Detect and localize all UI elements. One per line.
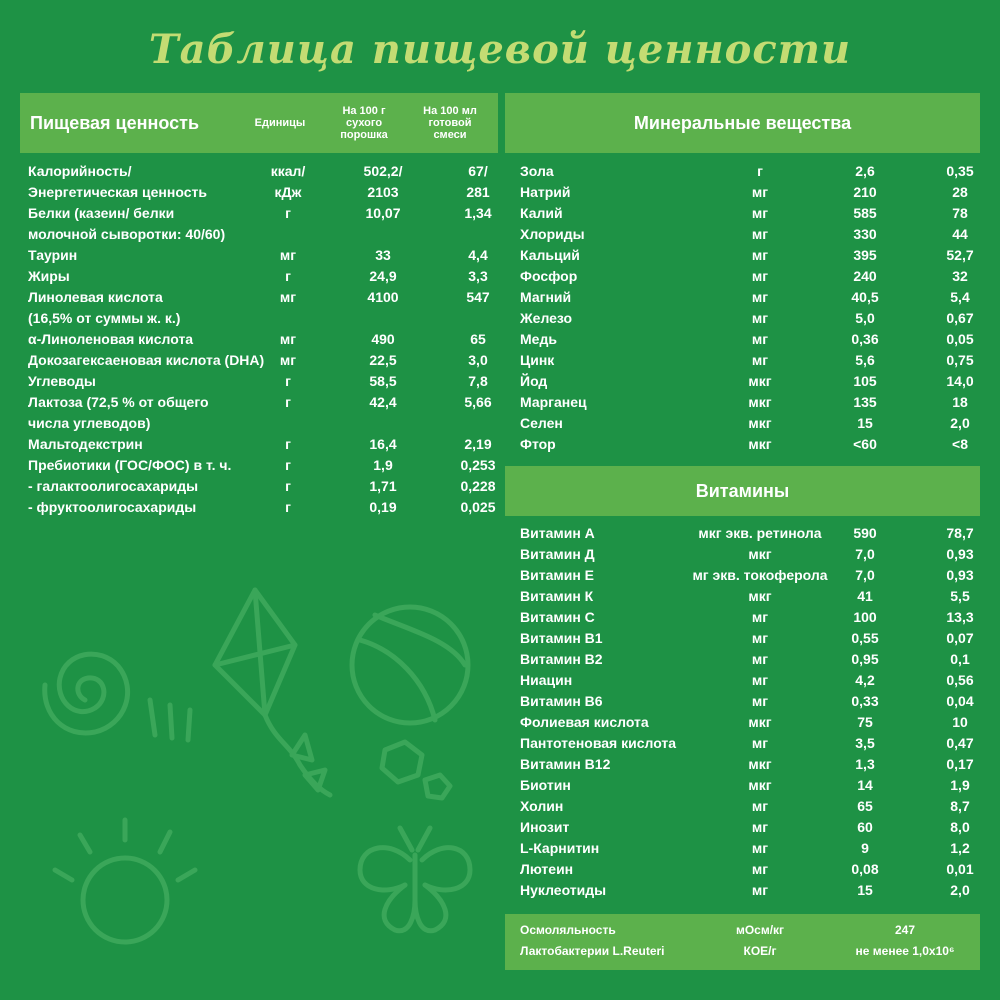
- vitamins-header-title: Витамины: [695, 480, 790, 501]
- mineral-row: [520, 308, 1000, 329]
- mineral-unit: мг: [751, 352, 769, 368]
- vitamin-per-100ml: 8,0: [950, 819, 970, 835]
- nutrition-unit: г: [285, 268, 291, 284]
- nutrition-per-100ml: 5,66: [464, 394, 492, 410]
- nutrition-row: [28, 497, 498, 518]
- vitamin-per-100g: 7,0: [855, 546, 875, 562]
- vitamin-per-100g: 1,3: [855, 756, 875, 772]
- mineral-per-100g: 15: [857, 415, 873, 431]
- vitamin-per-100ml: 8,7: [950, 798, 970, 814]
- osmolality-row: [505, 920, 980, 940]
- nutrition-per-100ml: 3,0: [468, 352, 488, 368]
- nutrition-row: [28, 245, 498, 266]
- vitamin-per-100g: 4,2: [855, 672, 875, 688]
- vitamin-unit: мкг: [748, 714, 772, 730]
- mineral-per-100ml: 32: [952, 268, 968, 284]
- nutrition-name: Энергетическая ценность: [28, 184, 207, 200]
- vitamins-table: [520, 523, 1000, 901]
- vitamin-name: Пантотеновая кислота: [520, 735, 677, 751]
- nutrition-name: α-Линоленовая кислота: [28, 331, 194, 347]
- mineral-per-100g: 585: [853, 205, 877, 221]
- minerals-header-title: Минеральные вещества: [633, 112, 852, 133]
- vitamin-row: [520, 586, 1000, 607]
- nutrition-per-100g: 33: [375, 247, 391, 263]
- mineral-per-100g: 5,0: [855, 310, 875, 326]
- vitamins-header: [505, 466, 980, 516]
- vitamin-per-100ml: 0,17: [946, 756, 974, 772]
- vitamin-per-100g: 9: [861, 840, 869, 856]
- mineral-name: Калий: [520, 205, 563, 221]
- vitamin-name: Витамин В6: [520, 693, 603, 709]
- nutrition-name: Таурин: [28, 247, 78, 263]
- mineral-row: [520, 371, 1000, 392]
- mineral-per-100g: 105: [853, 373, 877, 389]
- mineral-name: Йод: [520, 373, 548, 389]
- vitamin-unit: мкг: [748, 588, 772, 604]
- mineral-per-100g: <60: [853, 436, 877, 452]
- nutrition-per-100g: 4100: [367, 289, 399, 305]
- nutrition-name: Лактоза (72,5 % от общего: [28, 394, 209, 410]
- vitamin-name: Витамин Е: [520, 567, 595, 583]
- mineral-per-100ml: 14,0: [946, 373, 974, 389]
- mineral-per-100ml: 18: [952, 394, 968, 410]
- nutrition-per-100g: 490: [371, 331, 395, 347]
- nutrition-row: [28, 287, 498, 308]
- vitamin-name: Витамин В12: [520, 756, 611, 772]
- nutrition-unit: кДж: [274, 184, 302, 200]
- vitamin-per-100ml: 0,07: [946, 630, 974, 646]
- vitamin-per-100g: 14: [857, 777, 873, 793]
- nutrition-per-100g: 24,9: [369, 268, 397, 284]
- lactobacteria-unit: КОЕ/г: [743, 944, 777, 958]
- mineral-name: Марганец: [520, 394, 587, 410]
- mineral-name: Селен: [520, 415, 563, 431]
- vitamin-per-100ml: 0,93: [946, 567, 974, 583]
- nutrition-unit: мг: [279, 247, 297, 263]
- vitamin-unit: мкг экв. ретинола: [698, 525, 822, 541]
- vitamin-unit: мг: [751, 840, 769, 856]
- nutrition-per-100ml: 4,4: [468, 247, 488, 263]
- vitamin-per-100g: 60: [857, 819, 873, 835]
- vitamin-per-100ml: 1,9: [950, 777, 970, 793]
- mineral-unit: мг: [751, 268, 769, 284]
- vitamin-per-100ml: 0,56: [946, 672, 974, 688]
- mineral-unit: мкг: [748, 415, 772, 431]
- vitamin-name: Фолиевая кислота: [520, 714, 649, 730]
- vitamin-per-100ml: 1,2: [950, 840, 970, 856]
- mineral-row: [520, 392, 1000, 413]
- nutrition-name: Линолевая кислота: [28, 289, 163, 305]
- nutrition-unit: г: [285, 394, 291, 410]
- osmolality-value: 247: [894, 923, 916, 937]
- mineral-unit: мкг: [748, 436, 772, 452]
- vitamin-row: [520, 838, 1000, 859]
- nutrition-row: [28, 476, 498, 497]
- nutrition-row: [28, 455, 498, 476]
- mineral-per-100g: 135: [853, 394, 877, 410]
- mineral-row: [520, 182, 1000, 203]
- vitamin-row: [520, 544, 1000, 565]
- mineral-name: Фосфор: [520, 268, 578, 284]
- vitamin-name: Лютеин: [520, 861, 574, 877]
- nutrition-per-100ml: 547: [466, 289, 490, 305]
- nutrition-per-100g: 2103: [367, 184, 399, 200]
- mineral-unit: мг: [751, 226, 769, 242]
- mineral-per-100ml: 52,7: [946, 247, 974, 263]
- vitamin-row: [520, 754, 1000, 775]
- vitamin-unit: мг: [751, 819, 769, 835]
- mineral-per-100ml: 0,67: [946, 310, 974, 326]
- nutrition-per-100ml: 0,025: [460, 499, 496, 515]
- vitamin-per-100g: 0,08: [851, 861, 879, 877]
- mineral-row: [520, 287, 1000, 308]
- vitamin-per-100ml: 0,47: [946, 735, 974, 751]
- vitamin-per-100ml: 13,3: [946, 609, 974, 625]
- vitamin-row: [520, 628, 1000, 649]
- nutrition-unit: ккал/: [270, 163, 306, 179]
- vitamin-name: Инозит: [520, 819, 570, 835]
- mineral-row: [520, 203, 1000, 224]
- nutrition-per-100g: 502,2/: [363, 163, 403, 179]
- vitamin-row: [520, 691, 1000, 712]
- vitamin-name: Витамин К: [520, 588, 594, 604]
- vitamin-row: [520, 565, 1000, 586]
- vitamin-name: Витамин В1: [520, 630, 603, 646]
- vitamin-row: [520, 712, 1000, 733]
- nutrition-per-100ml: 3,3: [468, 268, 488, 284]
- vitamin-per-100ml: 0,04: [946, 693, 974, 709]
- nutrition-row: [28, 413, 498, 434]
- nutrition-row: [28, 266, 498, 287]
- vitamin-per-100g: 0,33: [851, 693, 879, 709]
- vitamin-row: [520, 607, 1000, 628]
- nutrition-row: [28, 308, 498, 329]
- vitamin-row: [520, 775, 1000, 796]
- nutrition-name: Мальтодекстрин: [28, 436, 143, 452]
- nutrition-per-100ml: 0,228: [460, 478, 496, 494]
- nutrition-name: - фруктоолигосахариды: [28, 499, 197, 515]
- mineral-per-100g: 330: [853, 226, 877, 242]
- vitamin-per-100ml: 2,0: [950, 882, 970, 898]
- mineral-per-100g: 0,36: [851, 331, 879, 347]
- mineral-unit: мг: [751, 184, 769, 200]
- nutrition-per-100ml: 7,8: [468, 373, 488, 389]
- nutrition-name: Докозагексаеновая кислота (DHA): [28, 352, 265, 368]
- nutrition-per-100ml: 65: [470, 331, 486, 347]
- mineral-name: Зола: [520, 163, 554, 179]
- mineral-name: Цинк: [520, 352, 555, 368]
- minerals-header: [505, 93, 980, 153]
- vitamin-name: Витамин Д: [520, 546, 595, 562]
- vitamin-per-100ml: 10: [952, 714, 968, 730]
- mineral-row: [520, 434, 1000, 455]
- nutrition-row: [28, 392, 498, 413]
- nutrition-per-100g: 58,5: [369, 373, 397, 389]
- mineral-per-100ml: 0,35: [946, 163, 974, 179]
- vitamin-unit: мг: [751, 651, 769, 667]
- vitamin-row: [520, 880, 1000, 901]
- kite-icon: [215, 590, 330, 795]
- vitamin-row: [520, 796, 1000, 817]
- nutrition-header-title: Пищевая ценность: [30, 112, 200, 133]
- vitamin-per-100g: 0,95: [851, 651, 879, 667]
- nutrition-table: [28, 161, 498, 518]
- hexagon-icon: [382, 742, 450, 798]
- mineral-name: Хлориды: [520, 226, 585, 242]
- per-100ml-column-header: На 100 мл готовой смеси: [423, 105, 477, 141]
- nutrition-per-100g: 1,71: [369, 478, 397, 494]
- osmolality-label: Осмоляльность: [520, 923, 616, 937]
- nutrition-unit: мг: [279, 331, 297, 347]
- vitamin-per-100ml: 78,7: [946, 525, 974, 541]
- nutrition-unit: г: [285, 478, 291, 494]
- vitamin-per-100g: 65: [857, 798, 873, 814]
- nutrition-per-100g: 42,4: [369, 394, 397, 410]
- mineral-unit: мг: [751, 205, 769, 221]
- nutrition-name: Пребиотики (ГОС/ФОС) в т. ч.: [28, 457, 232, 473]
- vitamin-name: Нуклеотиды: [520, 882, 607, 898]
- nutrition-per-100ml: 1,34: [464, 205, 492, 221]
- vitamin-unit: мг: [751, 861, 769, 877]
- vitamin-unit: мг: [751, 609, 769, 625]
- vitamin-per-100g: 7,0: [855, 567, 875, 583]
- nutrition-name: молочной сыворотки: 40/60): [28, 226, 226, 242]
- osmolality-unit: мОсм/кг: [735, 923, 785, 937]
- nutrition-name: Углеводы: [28, 373, 96, 389]
- nutrition-name: Калорийность/: [28, 163, 132, 179]
- nutrition-per-100ml: 0,253: [460, 457, 496, 473]
- vitamin-row: [520, 649, 1000, 670]
- vitamin-per-100g: 100: [853, 609, 877, 625]
- nutrition-name: (16,5% от суммы ж. к.): [28, 310, 181, 326]
- vitamin-per-100g: 0,55: [851, 630, 879, 646]
- footer-panel: [505, 914, 980, 970]
- nutrition-row: [28, 182, 498, 203]
- mineral-unit: мг: [751, 247, 769, 263]
- mineral-row: [520, 245, 1000, 266]
- nutrition-row: [28, 371, 498, 392]
- nutrition-per-100g: 1,9: [373, 457, 393, 473]
- vitamin-per-100g: 590: [853, 525, 877, 541]
- vitamin-unit: мкг: [748, 777, 772, 793]
- vitamin-unit: мг экв. токоферола: [692, 567, 828, 583]
- vitamin-per-100ml: 0,01: [946, 861, 974, 877]
- mineral-per-100g: 395: [853, 247, 877, 263]
- vitamin-per-100g: 3,5: [855, 735, 875, 751]
- nutrition-unit: г: [285, 499, 291, 515]
- mineral-per-100g: 240: [853, 268, 877, 284]
- nutrition-row: [28, 350, 498, 371]
- units-column-header: Единицы: [254, 117, 306, 129]
- mineral-unit: мг: [751, 331, 769, 347]
- vitamin-per-100g: 41: [857, 588, 873, 604]
- vitamin-per-100ml: 5,5: [950, 588, 970, 604]
- vitamin-row: [520, 733, 1000, 754]
- mineral-name: Кальций: [520, 247, 580, 263]
- mineral-unit: мг: [751, 289, 769, 305]
- mineral-row: [520, 224, 1000, 245]
- mineral-row: [520, 413, 1000, 434]
- mineral-row: [520, 266, 1000, 287]
- vitamin-unit: мкг: [748, 756, 772, 772]
- lactobacteria-label: Лактобактерии L.Reuteri: [520, 944, 665, 958]
- vitamin-unit: мг: [751, 798, 769, 814]
- mineral-per-100ml: 5,4: [950, 289, 970, 305]
- mineral-per-100g: 5,6: [855, 352, 875, 368]
- nutrition-header: [20, 93, 498, 153]
- mineral-per-100ml: 78: [952, 205, 968, 221]
- mineral-per-100ml: 0,75: [946, 352, 974, 368]
- nutrition-unit: г: [285, 457, 291, 473]
- nutrition-row: [28, 329, 498, 350]
- nutrition-unit: г: [285, 373, 291, 389]
- vitamin-row: [520, 523, 1000, 544]
- mineral-per-100ml: 2,0: [950, 415, 970, 431]
- mineral-per-100ml: 44: [952, 226, 968, 242]
- mineral-name: Магний: [520, 289, 572, 305]
- mineral-per-100g: 2,6: [855, 163, 875, 179]
- vitamin-name: Витамин С: [520, 609, 595, 625]
- vitamin-name: L-Карнитин: [520, 840, 600, 856]
- nutrition-unit: г: [285, 436, 291, 452]
- nutrition-name: числа углеводов): [28, 415, 151, 431]
- nutrition-unit: мг: [279, 352, 297, 368]
- per-100g-column-header: На 100 г сухого порошка: [340, 105, 388, 141]
- mineral-unit: мг: [751, 310, 769, 326]
- mineral-row: [520, 350, 1000, 371]
- vitamin-name: Витамин В2: [520, 651, 603, 667]
- mineral-unit: мкг: [748, 394, 772, 410]
- nutrition-per-100g: 10,07: [365, 205, 401, 221]
- vitamin-unit: мг: [751, 693, 769, 709]
- grass-icon: [150, 700, 190, 740]
- minerals-table: [520, 161, 1000, 455]
- nutrition-name: - галактоолигосахариды: [28, 478, 199, 494]
- mineral-per-100ml: 28: [952, 184, 968, 200]
- mineral-name: Медь: [520, 331, 557, 347]
- vitamin-row: [520, 670, 1000, 691]
- mineral-row: [520, 329, 1000, 350]
- vitamin-unit: мг: [751, 630, 769, 646]
- page-title: Таблица пищевой ценности: [148, 26, 852, 73]
- butterfly-icon: [360, 828, 470, 931]
- sun-icon: [55, 820, 195, 942]
- nutrition-name: Жиры: [28, 268, 70, 284]
- mineral-unit: мкг: [748, 373, 772, 389]
- nutrition-per-100g: 22,5: [369, 352, 397, 368]
- nutrition-per-100ml: 2,19: [464, 436, 492, 452]
- decorative-doodles: [30, 570, 490, 990]
- mineral-unit: г: [757, 163, 763, 179]
- vitamin-name: Ниацин: [520, 672, 573, 688]
- mineral-name: Натрий: [520, 184, 571, 200]
- ball-icon: [352, 607, 468, 723]
- mineral-name: Фтор: [520, 436, 556, 452]
- nutrition-unit: мг: [279, 289, 297, 305]
- vitamin-unit: мкг: [748, 546, 772, 562]
- nutrition-per-100ml: 67/: [468, 163, 488, 179]
- vitamin-unit: мг: [751, 672, 769, 688]
- nutrition-row: [28, 161, 498, 182]
- vitamin-per-100ml: 0,1: [950, 651, 970, 667]
- nutrition-name: Белки (казеин/ белки: [28, 205, 175, 221]
- vitamin-row: [520, 859, 1000, 880]
- vitamin-unit: мг: [751, 882, 769, 898]
- vitamin-per-100g: 15: [857, 882, 873, 898]
- nutrition-per-100g: 0,19: [369, 499, 397, 515]
- mineral-per-100ml: 0,05: [946, 331, 974, 347]
- vitamin-name: Витамин А: [520, 525, 595, 541]
- mineral-per-100g: 40,5: [851, 289, 879, 305]
- vitamin-unit: мг: [751, 735, 769, 751]
- nutrition-unit: г: [285, 205, 291, 221]
- nutrition-per-100g: 16,4: [369, 436, 397, 452]
- vitamin-name: Биотин: [520, 777, 571, 793]
- mineral-per-100g: 210: [853, 184, 877, 200]
- nutrition-row: [28, 224, 498, 245]
- spiral-icon: [45, 654, 128, 733]
- vitamin-per-100ml: 0,93: [946, 546, 974, 562]
- lactobacteria-row: [505, 941, 980, 961]
- nutrition-row: [28, 434, 498, 455]
- nutrition-per-100ml: 281: [466, 184, 490, 200]
- mineral-row: [520, 161, 1000, 182]
- mineral-per-100ml: <8: [952, 436, 968, 452]
- vitamin-name: Холин: [520, 798, 564, 814]
- vitamin-per-100g: 75: [857, 714, 873, 730]
- mineral-name: Железо: [520, 310, 573, 326]
- lactobacteria-value: не менее 1,0x10⁶: [855, 944, 955, 958]
- vitamin-row: [520, 817, 1000, 838]
- nutrition-row: [28, 203, 498, 224]
